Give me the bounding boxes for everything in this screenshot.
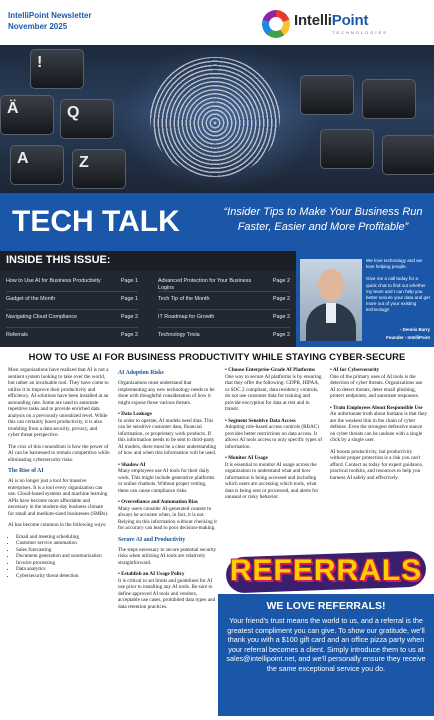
banner-title: TECH TALK: [12, 205, 180, 238]
list-item: • Sales forecasting: [16, 547, 110, 554]
toc-item-title: Navigating Cloud Compliance: [6, 314, 78, 320]
toc-item-title: Gadget of the Month: [6, 296, 56, 302]
brand-name-second: Point: [331, 12, 369, 29]
brand-name: [294, 12, 368, 29]
masthead: [0, 0, 434, 45]
section-heading: AI Adoption Risks: [118, 370, 164, 376]
article-column-3: [225, 367, 323, 506]
paragraph: The steps necessary to secure potential security risks when utilizing AI tools are relatively straightforward.: [118, 546, 217, 566]
toc-item[interactable]: [158, 329, 290, 346]
paragraph: An unfortunate truth about humans is that they are the weakest link in the chain of cyber defense. Even the strongest defensive stance on cyber threats can be undone with a single click by a single user.: [330, 411, 427, 443]
brand-name-first: Intelli: [294, 12, 332, 29]
keyboard-key: Z: [72, 149, 126, 189]
referrals-graphic-word: REFERRALS: [229, 554, 423, 587]
toc-item-page: Page 1: [120, 296, 138, 302]
paragraph: Most organizations have realized that AI is not a sentient system looking to take over the world, but rather an invaluable tool. They have come to utilize it to improve their productivity and efficiency. AI solutions have been installed at an astounding rate. Some are used to automate repetitive tasks and to provide enriched data analysis on a previously unrealized level. While this can certainly boost productivity, it is also troubling from a data security, privacy, and cyber threat perspective.: [8, 367, 109, 438]
toc-item[interactable]: [6, 293, 138, 310]
keyboard-key: !: [30, 49, 84, 89]
founder-para: Give me a call today for a quick chat to find out whether my team and I can help you better secure your data and get more out of your existing technology!: [366, 276, 430, 313]
subheading: • Data Leakage: [118, 411, 152, 417]
paragraph: In order to operate, AI models need data. This can be sensitive customer data, financial information, or proprietary work products. If this information needs to be sent to third-party AI models, there must be a clear understanding of how and when this information will be used.: [118, 417, 217, 456]
founder-para: We love technology and we love helping people.: [366, 258, 423, 270]
list-item: • Customer service automation: [16, 540, 110, 547]
toc-item[interactable]: [158, 293, 290, 310]
article-title: HOW TO USE AI FOR BUSINESS PRODUCTIVITY WHILE STAYING CYBER-SECURE: [28, 351, 406, 362]
inside-this-issue: [0, 251, 296, 347]
tech-talk-banner: [0, 193, 434, 251]
keyboard-key: Ä: [0, 95, 54, 135]
issue-heading: [0, 251, 296, 271]
fingerprint-icon: [150, 57, 280, 177]
toc-item-title: How to Use AI for Business Productivity: [6, 278, 101, 284]
founder-photo: [300, 259, 362, 341]
globe-icon: [262, 10, 290, 38]
toc-item-title: IT Roadmap for Growth: [158, 314, 215, 320]
newsletter-title: IntelliPoint Newsletter: [8, 11, 92, 20]
section-heading: Secure AI and Productivity: [118, 536, 186, 543]
paragraph: AI boosts productivity, but productivity without proper protection is a risk you can't afford. Contact us today for expert guidance, practical toolkits, and resources to help you harness AI safely and effectively.: [330, 448, 423, 481]
toc-item-title: Referrals: [6, 332, 28, 338]
photo-head: [318, 269, 344, 301]
keyboard-key-blank: [300, 75, 354, 115]
referrals-heading: WE LOVE REFERRALS!: [266, 600, 386, 612]
toc-item-title: Technology Trivia: [158, 332, 200, 338]
toc-item-page: Page 1: [120, 278, 138, 284]
toc-item[interactable]: [6, 311, 138, 328]
subheading: • Establish an AI Usage Policy: [118, 571, 185, 577]
toc-item-page: Page 2: [120, 314, 138, 320]
paragraph: Many users consider AI-generated content to always be accurate when, in fact, it is not. Relying on this information without checking it for accuracy can lead to poor decision-making.: [118, 505, 217, 531]
article-column-1: [8, 367, 110, 583]
toc-item[interactable]: [6, 275, 138, 292]
founder-text: [366, 258, 430, 320]
brand-tagline: TECHNOLOGIES: [332, 30, 388, 35]
referrals-graphic: [218, 548, 434, 594]
paragraph: Many employees use AI tools for their daily work. This might include generative platforms or online chatbots. Without proper vetting, these can cause compliance risks.: [118, 468, 215, 494]
hero-keyboard-image: [0, 45, 434, 193]
toc-item[interactable]: [158, 311, 290, 328]
toc-item-title: Tech Tip of the Month: [158, 296, 210, 302]
issue-heading-text: INSIDE THIS ISSUE:: [6, 254, 111, 266]
paragraph: One way to secure AI platforms is by ensuring that they offer the following: GDPR, HIPAA, or SOC 2 compliant, data residency controls, do not use customer data for training and provide encryption for data at rest and in transit.: [225, 373, 322, 412]
founder-name: - Dennis Barry: [399, 327, 430, 332]
ai-uses-list: [16, 534, 110, 580]
subheading: • Shadow AI: [118, 461, 146, 468]
paragraph: Adopting role-based access controls (RBAC) provides better restrictions on data access. It allows AI tools access to only specific types of information.: [225, 424, 323, 450]
paragraph: One of the primary uses of AI tools is the detection of cyber threats. Organizations use AI to detect threats, deter email phishing, protect endpoints, and automate responses.: [330, 373, 423, 399]
list-item: • Email and meeting scheduling: [16, 534, 110, 541]
brand-logo: [262, 10, 412, 38]
keyboard-key-blank: [320, 129, 374, 169]
founder-role: Founder - IntelliPoint: [386, 335, 430, 340]
keyboard-key: A: [10, 145, 64, 185]
paragraph: The crux of this conundrum is how the power of AI can be harnessed to remain competitive while eliminating cybersecurity risks.: [8, 443, 110, 463]
photo-shirt: [326, 303, 336, 323]
toc-item[interactable]: [158, 275, 290, 292]
toc-item[interactable]: [6, 329, 138, 346]
keyboard-key-blank: [382, 135, 434, 175]
keyboard-key-blank: [362, 79, 416, 119]
paragraph: It is critical to set limits and guidelines for AI use prior to installing any AI tools. Be sure to define approved AI tools and vendors, acceptable use cases, prohibited data types and data retention practices.: [118, 577, 216, 610]
referrals-body: Your friend's trust means the world to us, and a referral is the greatest compliment you can give. To show our gratitude, we'll thank you with a $100 gift card and an office pizza party when your referral becomes a client. Simply introduce them to us at sales@intellipoint.net, and we'll personally ensure they receive the same exceptional service you do.: [226, 616, 426, 673]
subheading: • AI for Cybersecurity: [330, 367, 380, 373]
subheading: • Train Employees About Responsible Use: [330, 404, 423, 411]
list-item: • Document generation and summarization: [16, 553, 110, 560]
table-of-contents: [0, 271, 296, 347]
article-column-2: [118, 367, 218, 615]
keyboard-key: Q: [60, 99, 114, 139]
paragraph: It is essential to monitor AI usage across the organization to understand what and how information is being accessed and including which users are accessing which tools, what data is being sent or processed, and alerts for unusual or risky behavior.: [225, 461, 319, 500]
list-item: • Data analytics: [16, 566, 110, 573]
subheading: • Choose Enterprise-Grade AI Platforms: [225, 367, 315, 373]
issue-date: November 2025: [8, 22, 68, 31]
toc-item-page: Page 2: [120, 332, 138, 338]
list-item: • Invoice processing: [16, 560, 110, 567]
toc-item-page: Page 2: [272, 314, 290, 320]
subheading: • Segment Sensitive Data Access: [225, 417, 296, 424]
banner-quote: “Insider Tips to Make Your Business Run Faster, Easier and More Profitable”: [223, 206, 423, 233]
list-item: • Cybersecurity threat detection: [16, 573, 110, 580]
toc-item-title: Advanced Protection for Your Business Logins: [158, 278, 252, 291]
toc-item-page: Page 2: [272, 278, 290, 284]
toc-item-page: Page 2: [272, 332, 290, 338]
article-column-4: [330, 367, 428, 486]
newsletter-heading: [8, 10, 92, 32]
subheading: • Overreliance and Automation Bias: [118, 499, 198, 505]
paragraph: AI has become common in the following ways:: [8, 522, 107, 528]
toc-item-page: Page 2: [272, 296, 290, 302]
paragraph: AI is no longer just a tool for massive enterprises. It is a tool every organization can use. Cloud-based systems and machine learning APIs have become more affordable and necessary in the modern-day business climate for small and medium-sized businesses (SMBs).: [8, 478, 109, 517]
section-heading: The Rise of AI: [8, 468, 44, 474]
subheading: • Monitor AI Usage: [225, 455, 268, 461]
referrals-box: [218, 594, 434, 716]
founder-message: [296, 251, 434, 347]
paragraph: Organizations must understand that implementing any new technology needs to be done with thoughtful consideration of how it might expose those various threats.: [118, 380, 215, 406]
